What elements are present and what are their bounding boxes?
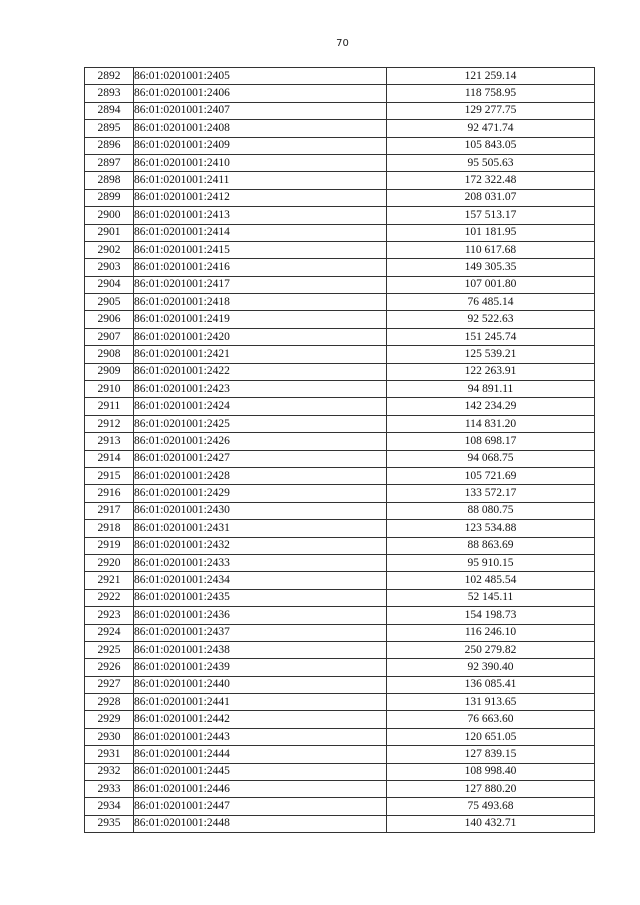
table-row <box>85 589 595 606</box>
row-number: 2904 <box>85 276 134 293</box>
cadastral-value: 88 080.75 <box>387 502 595 519</box>
cadastral-number: 86:01:0201001:2408 <box>134 120 387 137</box>
table-row <box>85 415 595 432</box>
table-row <box>85 433 595 450</box>
cadastral-value: 108 998.40 <box>387 763 595 780</box>
cadastral-number: 86:01:0201001:2440 <box>134 676 387 693</box>
table-row <box>85 68 595 85</box>
table-row <box>85 241 595 258</box>
table-row <box>85 381 595 398</box>
cadastral-number: 86:01:0201001:2434 <box>134 572 387 589</box>
cadastral-value: 92 522.63 <box>387 311 595 328</box>
table-row <box>85 798 595 815</box>
cadastral-number: 86:01:0201001:2443 <box>134 728 387 745</box>
cadastral-value: 151 245.74 <box>387 328 595 345</box>
row-number: 2926 <box>85 659 134 676</box>
table-row <box>85 102 595 119</box>
row-number: 2897 <box>85 154 134 171</box>
cadastral-value: 52 145.11 <box>387 589 595 606</box>
cadastral-value: 92 390.40 <box>387 659 595 676</box>
cadastral-number: 86:01:0201001:2431 <box>134 520 387 537</box>
cadastral-value: 88 863.69 <box>387 537 595 554</box>
cadastral-number: 86:01:0201001:2445 <box>134 763 387 780</box>
cadastral-value: 101 181.95 <box>387 224 595 241</box>
table-row <box>85 554 595 571</box>
row-number: 2924 <box>85 624 134 641</box>
row-number: 2918 <box>85 520 134 537</box>
cadastral-number: 86:01:0201001:2442 <box>134 711 387 728</box>
table-row <box>85 537 595 554</box>
row-number: 2894 <box>85 102 134 119</box>
cadastral-number: 86:01:0201001:2446 <box>134 781 387 798</box>
table-row <box>85 276 595 293</box>
row-number: 2916 <box>85 485 134 502</box>
cadastral-number: 86:01:0201001:2436 <box>134 607 387 624</box>
row-number: 2925 <box>85 641 134 658</box>
row-number: 2920 <box>85 554 134 571</box>
cadastral-value: 95 910.15 <box>387 554 595 571</box>
cadastral-value: 94 068.75 <box>387 450 595 467</box>
cadastral-number: 86:01:0201001:2411 <box>134 172 387 189</box>
cadastral-number: 86:01:0201001:2433 <box>134 554 387 571</box>
table-row <box>85 294 595 311</box>
table-row <box>85 607 595 624</box>
row-number: 2921 <box>85 572 134 589</box>
table-row <box>85 711 595 728</box>
row-number: 2905 <box>85 294 134 311</box>
row-number: 2901 <box>85 224 134 241</box>
cadastral-value: 76 485.14 <box>387 294 595 311</box>
cadastral-number: 86:01:0201001:2435 <box>134 589 387 606</box>
row-number: 2909 <box>85 363 134 380</box>
cadastral-value: 92 471.74 <box>387 120 595 137</box>
table-row <box>85 85 595 102</box>
row-number: 2895 <box>85 120 134 137</box>
table-row <box>85 189 595 206</box>
cadastral-value: 107 001.80 <box>387 276 595 293</box>
cadastral-number: 86:01:0201001:2422 <box>134 363 387 380</box>
cadastral-number: 86:01:0201001:2415 <box>134 241 387 258</box>
row-number: 2929 <box>85 711 134 728</box>
table-row <box>85 224 595 241</box>
row-number: 2893 <box>85 85 134 102</box>
row-number: 2907 <box>85 328 134 345</box>
table-row <box>85 815 595 832</box>
table-row <box>85 746 595 763</box>
cadastral-number: 86:01:0201001:2428 <box>134 467 387 484</box>
cadastral-value: 127 880.20 <box>387 781 595 798</box>
table-row <box>85 346 595 363</box>
row-number: 2931 <box>85 746 134 763</box>
cadastral-number: 86:01:0201001:2426 <box>134 433 387 450</box>
cadastral-value: 133 572.17 <box>387 485 595 502</box>
row-number: 2898 <box>85 172 134 189</box>
cadastral-number: 86:01:0201001:2430 <box>134 502 387 519</box>
table-row <box>85 641 595 658</box>
row-number: 2903 <box>85 259 134 276</box>
cadastral-number: 86:01:0201001:2417 <box>134 276 387 293</box>
cadastral-number: 86:01:0201001:2414 <box>134 224 387 241</box>
cadastral-number: 86:01:0201001:2425 <box>134 415 387 432</box>
cadastral-number: 86:01:0201001:2421 <box>134 346 387 363</box>
cadastral-number: 86:01:0201001:2429 <box>134 485 387 502</box>
row-number: 2915 <box>85 467 134 484</box>
cadastral-value: 75 493.68 <box>387 798 595 815</box>
table-row <box>85 398 595 415</box>
cadastral-value: 114 831.20 <box>387 415 595 432</box>
row-number: 2932 <box>85 763 134 780</box>
table-row <box>85 207 595 224</box>
cadastral-value: 102 485.54 <box>387 572 595 589</box>
cadastral-value: 125 539.21 <box>387 346 595 363</box>
table-body <box>85 68 595 833</box>
row-number: 2927 <box>85 676 134 693</box>
cadastral-value: 157 513.17 <box>387 207 595 224</box>
table-row <box>85 172 595 189</box>
row-number: 2900 <box>85 207 134 224</box>
cadastral-number: 86:01:0201001:2416 <box>134 259 387 276</box>
table-row <box>85 259 595 276</box>
row-number: 2899 <box>85 189 134 206</box>
cadastral-number: 86:01:0201001:2418 <box>134 294 387 311</box>
row-number: 2912 <box>85 415 134 432</box>
cadastral-value: 136 085.41 <box>387 676 595 693</box>
table-row <box>85 502 595 519</box>
cadastral-value: 94 891.11 <box>387 381 595 398</box>
cadastral-number: 86:01:0201001:2441 <box>134 694 387 711</box>
row-number: 2923 <box>85 607 134 624</box>
cadastral-value: 108 698.17 <box>387 433 595 450</box>
row-number: 2928 <box>85 694 134 711</box>
cadastral-number: 86:01:0201001:2412 <box>134 189 387 206</box>
table-row <box>85 328 595 345</box>
cadastral-number: 86:01:0201001:2438 <box>134 641 387 658</box>
row-number: 2911 <box>85 398 134 415</box>
row-number: 2919 <box>85 537 134 554</box>
page-number: 70 <box>336 38 349 49</box>
table-row <box>85 520 595 537</box>
cadastral-value: 121 259.14 <box>387 68 595 85</box>
cadastral-number: 86:01:0201001:2410 <box>134 154 387 171</box>
cadastral-value: 131 913.65 <box>387 694 595 711</box>
table-row <box>85 311 595 328</box>
cadastral-number: 86:01:0201001:2419 <box>134 311 387 328</box>
cadastral-value: 105 843.05 <box>387 137 595 154</box>
cadastral-number: 86:01:0201001:2427 <box>134 450 387 467</box>
row-number: 2922 <box>85 589 134 606</box>
row-number: 2906 <box>85 311 134 328</box>
row-number: 2930 <box>85 728 134 745</box>
cadastral-number: 86:01:0201001:2432 <box>134 537 387 554</box>
table-row <box>85 624 595 641</box>
cadastral-number: 86:01:0201001:2447 <box>134 798 387 815</box>
table-row <box>85 450 595 467</box>
row-number: 2892 <box>85 68 134 85</box>
table-row <box>85 120 595 137</box>
row-number: 2908 <box>85 346 134 363</box>
cadastral-number: 86:01:0201001:2444 <box>134 746 387 763</box>
row-number: 2914 <box>85 450 134 467</box>
row-number: 2935 <box>85 815 134 832</box>
cadastral-value: 154 198.73 <box>387 607 595 624</box>
table-row <box>85 676 595 693</box>
row-number: 2913 <box>85 433 134 450</box>
cadastral-value: 120 651.05 <box>387 728 595 745</box>
cadastral-value: 95 505.63 <box>387 154 595 171</box>
cadastral-number: 86:01:0201001:2413 <box>134 207 387 224</box>
cadastral-number: 86:01:0201001:2405 <box>134 68 387 85</box>
cadastral-value: 110 617.68 <box>387 241 595 258</box>
cadastral-number: 86:01:0201001:2424 <box>134 398 387 415</box>
cadastral-value: 127 839.15 <box>387 746 595 763</box>
row-number: 2896 <box>85 137 134 154</box>
cadastral-value: 142 234.29 <box>387 398 595 415</box>
cadastral-value: 116 246.10 <box>387 624 595 641</box>
table-row <box>85 659 595 676</box>
cadastral-value: 149 305.35 <box>387 259 595 276</box>
table-row <box>85 137 595 154</box>
cadastral-value: 76 663.60 <box>387 711 595 728</box>
cadastral-value: 208 031.07 <box>387 189 595 206</box>
row-number: 2902 <box>85 241 134 258</box>
row-number: 2934 <box>85 798 134 815</box>
table-row <box>85 485 595 502</box>
table-row <box>85 363 595 380</box>
cadastral-value: 122 263.91 <box>387 363 595 380</box>
row-number: 2917 <box>85 502 134 519</box>
table-row <box>85 763 595 780</box>
cadastral-number: 86:01:0201001:2439 <box>134 659 387 676</box>
row-number: 2910 <box>85 381 134 398</box>
cadastral-value: 250 279.82 <box>387 641 595 658</box>
cadastral-number: 86:01:0201001:2448 <box>134 815 387 832</box>
table-row <box>85 154 595 171</box>
row-number: 2933 <box>85 781 134 798</box>
cadastral-value: 105 721.69 <box>387 467 595 484</box>
table-row <box>85 781 595 798</box>
table-row <box>85 572 595 589</box>
cadastral-number: 86:01:0201001:2423 <box>134 381 387 398</box>
table-row <box>85 728 595 745</box>
table-row <box>85 694 595 711</box>
cadastral-value-table <box>84 67 595 833</box>
cadastral-number: 86:01:0201001:2409 <box>134 137 387 154</box>
cadastral-value: 118 758.95 <box>387 85 595 102</box>
cadastral-value: 172 322.48 <box>387 172 595 189</box>
cadastral-number: 86:01:0201001:2437 <box>134 624 387 641</box>
cadastral-number: 86:01:0201001:2407 <box>134 102 387 119</box>
table-row <box>85 467 595 484</box>
cadastral-value: 129 277.75 <box>387 102 595 119</box>
cadastral-value: 123 534.88 <box>387 520 595 537</box>
cadastral-number: 86:01:0201001:2406 <box>134 85 387 102</box>
cadastral-number: 86:01:0201001:2420 <box>134 328 387 345</box>
cadastral-value: 140 432.71 <box>387 815 595 832</box>
